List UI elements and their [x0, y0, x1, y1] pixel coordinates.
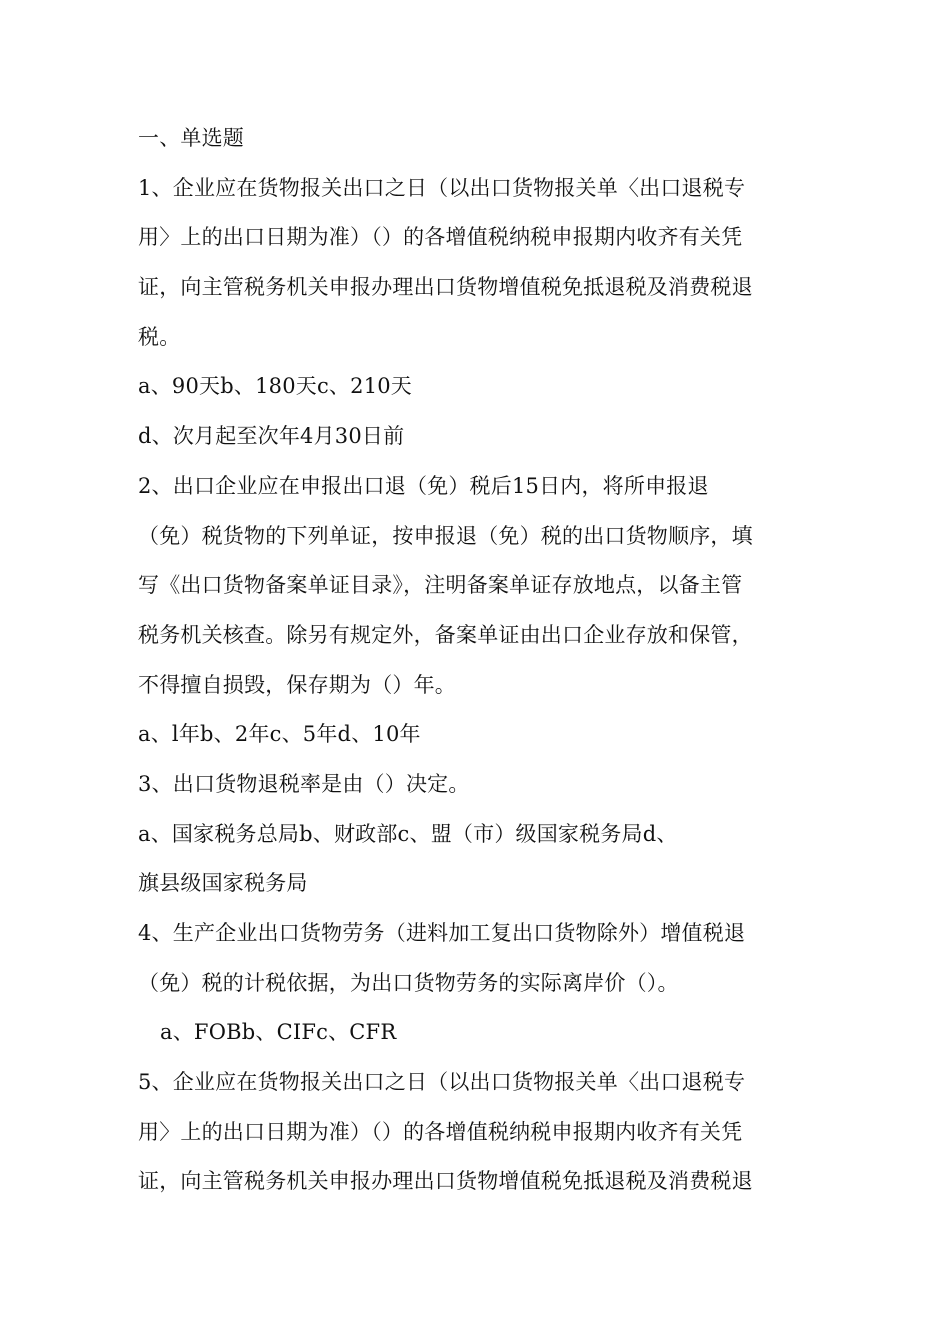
question-1-text: 证，向主管税务机关申报办理出口货物增值税免抵退税及消费税退	[138, 275, 753, 300]
question-5-text: 用〉上的出口日期为准）（）的各增值税纳税申报期内收齐有关凭	[138, 1119, 743, 1144]
question-5-text: 证，向主管税务机关申报办理出口货物增值税免抵退税及消费税退	[138, 1169, 753, 1194]
question-5-text: 5、企业应在货物报关出口之日（以出口货物报关单〈出口退税专	[138, 1070, 746, 1095]
question-2-text: 写《出口货物备案单证目录》，注明备案单证存放地点，以备主管	[138, 573, 743, 598]
question-2-text: 不得擅自损毁，保存期为（）年。	[138, 672, 456, 697]
question-3-text: 3、出口货物退税率是由（）决定。	[138, 771, 470, 796]
question-4-options: a、FOBb、CIFc、CFR	[160, 1020, 397, 1045]
question-1-options: d、次月起至次年4月30日前	[138, 424, 405, 449]
question-2-options: a、l年b、2年c、5年d、10年	[138, 722, 421, 747]
question-4-text: （免）税的计税依据，为出口货物劳务的实际离岸价（）。	[138, 970, 679, 995]
section-heading: 一、单选题	[138, 126, 244, 150]
question-3-options: 旗县级国家税务局	[138, 871, 308, 896]
question-2-text: 2、出口企业应在申报出口退（免）税后15日内，将所申报退	[138, 473, 709, 498]
question-1-text: 1、企业应在货物报关出口之日（以出口货物报关单〈出口退税专	[138, 175, 746, 200]
question-1-options: a、90天b、180天c、210天	[138, 374, 413, 399]
question-2-text: 税务机关核查。除另有规定外，备案单证由出口企业存放和保管，	[138, 622, 753, 647]
question-2-text: （免）税货物的下列单证，按申报退（免）税的出口货物顺序，填	[138, 523, 753, 548]
question-3-options: a、国家税务总局b、财政部c、盟（市）级国家税务局d、	[138, 821, 678, 846]
document-body	[138, 114, 828, 1207]
question-4-text: 4、生产企业出口货物劳务（进料加工复出口货物除外）增值税退	[138, 921, 746, 945]
question-1-text: 税。	[138, 324, 181, 349]
question-1-text: 用〉上的出口日期为准）（）的各增值税纳税申报期内收齐有关凭	[138, 225, 743, 250]
